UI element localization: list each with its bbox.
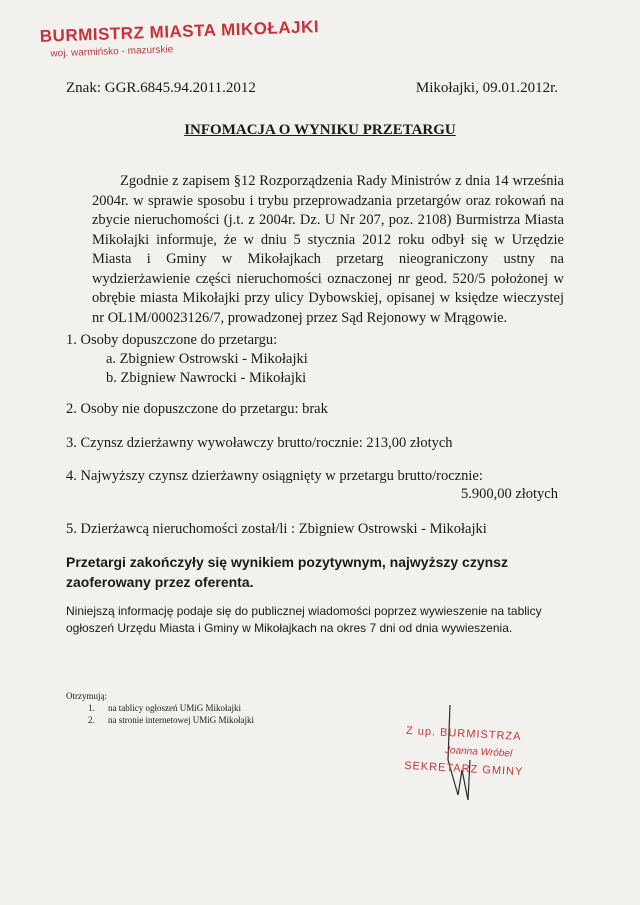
- participant-item: a. Zbigniew Ostrowski - Mikołajki: [106, 351, 308, 367]
- section-2: 2. Osoby nie dopuszczone do przetargu: brak: [66, 401, 328, 417]
- public-notice: Niniejszą informację podaje się do publicznej wiadomości poprzez wywieszenie na tablicy ogłoszeń Urzędu Miasta i Gminy w Mikołajkach na okres 7 dni od dnia wywieszenia.: [66, 604, 542, 635]
- stamp-top: [40, 17, 320, 60]
- result-statement: Przetargi zakończyły się wynikiem pozytywnym, najwyższy czynsz zaoferowany przez oferenta.: [66, 554, 508, 590]
- reference-number: Znak: GGR.6845.94.2011.2012: [66, 80, 256, 96]
- recipient-text: na tablicy ogłoszeń UMiG Mikołajki: [108, 703, 241, 713]
- stamp-bottom-line1: Z up. BURMISTRZA: [405, 724, 522, 743]
- intro-paragraph: Zgodnie z zapisem §12 Rozporządzenia Rady Ministrów z dnia 14 września 2004r. w sprawie sposobu i trybu przeprowadzania przetargów oraz rokowań na zbycie nieruchomości (j.t. z 2004r. Dz. U Nr 207, poz. 2108) Burmistrza Miasta Mikołajki informuje, że w dniu 5 stycznia 2012 roku odbył się w Urzędzie Miasta i Gminy w Mikołajkach przetarg nieograniczony ustny na wydzierżawienie części nieruchomości oznaczonej nr geod. 520/5 położonej w obrębie miasta Mikołajki przy ulicy Dybowskiej, opisanej w księdze wieczystej nr OL1M/00023126/7, prowadzonej przez Sąd Rejonowy w Mrągowie.: [92, 173, 564, 326]
- stamp-top-line1: BURMISTRZ MIASTA MIKOŁAJKI: [39, 17, 320, 46]
- section-4-text: 4. Najwyższy czynsz dzierżawny osiągnięty w przetargu brutto/rocznie:: [66, 468, 483, 484]
- participant-item: b. Zbigniew Nawrocki - Mikołajki: [106, 370, 307, 386]
- stamp-bottom-line3: SEKRETARZ GMINY: [403, 759, 524, 779]
- place-date: Mikołajki, 09.01.2012r.: [415, 80, 558, 96]
- section-1-heading: 1. Osoby dopuszczone do przetargu:: [66, 332, 278, 348]
- recipient-text: na stronie internetowej UMiG Mikołajki: [108, 715, 254, 725]
- recipient-number: 2.: [88, 715, 95, 725]
- recipients-heading: Otrzymują:: [66, 691, 107, 701]
- stamp-top-line2: woj. warmińsko - mazurskie: [50, 44, 174, 60]
- section-4-amount: 5.900,00 złotych: [460, 486, 558, 502]
- recipients-block: [66, 690, 254, 726]
- recipient-number: 1.: [88, 703, 95, 713]
- recipient-item: [88, 714, 254, 726]
- section-3: 3. Czynsz dzierżawny wywoławczy brutto/rocznie: 213,00 złotych: [66, 435, 453, 451]
- section-5: 5. Dzierżawcą nieruchomości został/li : Zbigniew Ostrowski - Mikołajki: [66, 521, 487, 537]
- recipient-item: [88, 702, 254, 714]
- stamp-bottom: [404, 725, 526, 778]
- section-1: [66, 331, 308, 388]
- document-title: INFOMACJA O WYNIKU PRZETARGU: [184, 122, 456, 138]
- stamp-bottom-line2: Joanna Wróbel: [444, 744, 513, 760]
